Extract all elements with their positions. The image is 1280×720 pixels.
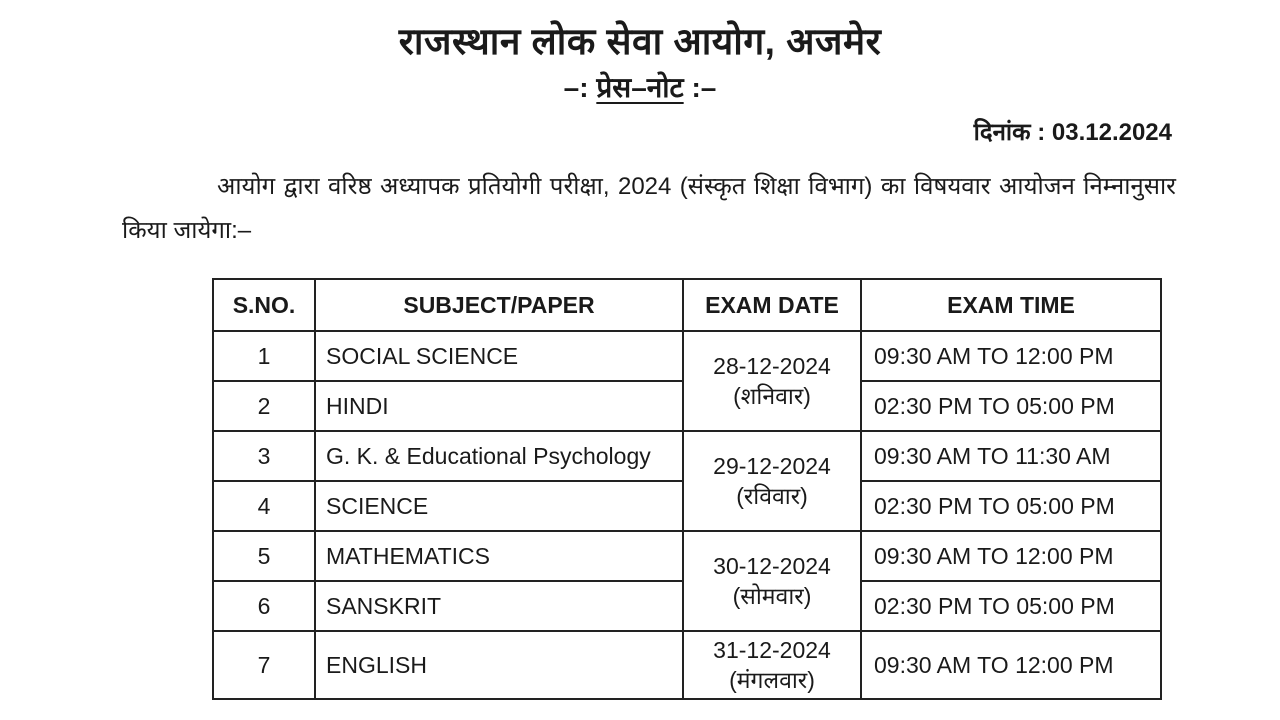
- table-header-row: [213, 279, 1161, 331]
- table-row: [213, 431, 1161, 481]
- cell-subject: G. K. & Educational Psychology: [315, 431, 683, 481]
- header-exam-date: EXAM DATE: [683, 279, 861, 331]
- exam-date: 29-12-2024: [713, 453, 831, 479]
- cell-subject: SOCIAL SCIENCE: [315, 331, 683, 381]
- intro-paragraph: आयोग द्वारा वरिष्ठ अध्यापक प्रतियोगी परीक्षा, 2024 (संस्कृत शिक्षा विभाग) का विषयवार आयोजन निम्नानुसार किया जायेगा:–: [122, 173, 1176, 244]
- heading-prefix: –:: [563, 72, 597, 103]
- cell-exam-time: 09:30 AM TO 11:30 AM: [861, 431, 1161, 481]
- cell-exam-time: 09:30 AM TO 12:00 PM: [861, 331, 1161, 381]
- cell-exam-date: [683, 631, 861, 699]
- cell-subject: SANSKRIT: [315, 581, 683, 631]
- exam-date: 30-12-2024: [713, 553, 831, 579]
- cell-exam-time: 02:30 PM TO 05:00 PM: [861, 381, 1161, 431]
- cell-sno: 4: [213, 481, 315, 531]
- table-row: [213, 531, 1161, 581]
- cell-sno: 1: [213, 331, 315, 381]
- cell-subject: ENGLISH: [315, 631, 683, 699]
- exam-day: (सोमवार): [732, 583, 812, 609]
- cell-exam-time: 02:30 PM TO 05:00 PM: [861, 481, 1161, 531]
- cell-sno: 2: [213, 381, 315, 431]
- exam-day: (शनिवार): [733, 383, 811, 409]
- cell-exam-time: 02:30 PM TO 05:00 PM: [861, 581, 1161, 631]
- press-note-heading: [0, 68, 1280, 106]
- cell-sno: 6: [213, 581, 315, 631]
- exam-date: 28-12-2024: [713, 353, 831, 379]
- cell-exam-date: [683, 531, 861, 631]
- cell-exam-time: 09:30 AM TO 12:00 PM: [861, 531, 1161, 581]
- cell-exam-time: 09:30 AM TO 12:00 PM: [861, 631, 1161, 699]
- header-exam-time: EXAM TIME: [861, 279, 1161, 331]
- cell-exam-date: [683, 331, 861, 431]
- document-title: राजस्थान लोक सेवा आयोग, अजमेर: [398, 21, 882, 62]
- table-row: [213, 631, 1161, 699]
- cell-sno: 3: [213, 431, 315, 481]
- exam-day: (रविवार): [736, 483, 808, 509]
- press-note-label: प्रेस–नोट: [596, 72, 684, 103]
- table-row: [213, 331, 1161, 381]
- cell-sno: 5: [213, 531, 315, 581]
- heading-suffix: :–: [683, 72, 717, 103]
- cell-subject: MATHEMATICS: [315, 531, 683, 581]
- cell-exam-date: [683, 431, 861, 531]
- cell-sno: 7: [213, 631, 315, 699]
- cell-subject: SCIENCE: [315, 481, 683, 531]
- exam-date: 31-12-2024: [713, 637, 831, 663]
- cell-subject: HINDI: [315, 381, 683, 431]
- header-sno: S.NO.: [213, 279, 315, 331]
- exam-schedule-table: [212, 278, 1162, 700]
- header-subject: SUBJECT/PAPER: [315, 279, 683, 331]
- notice-date: दिनांक : 03.12.2024: [973, 119, 1172, 146]
- exam-day: (मंगलवार): [729, 667, 815, 693]
